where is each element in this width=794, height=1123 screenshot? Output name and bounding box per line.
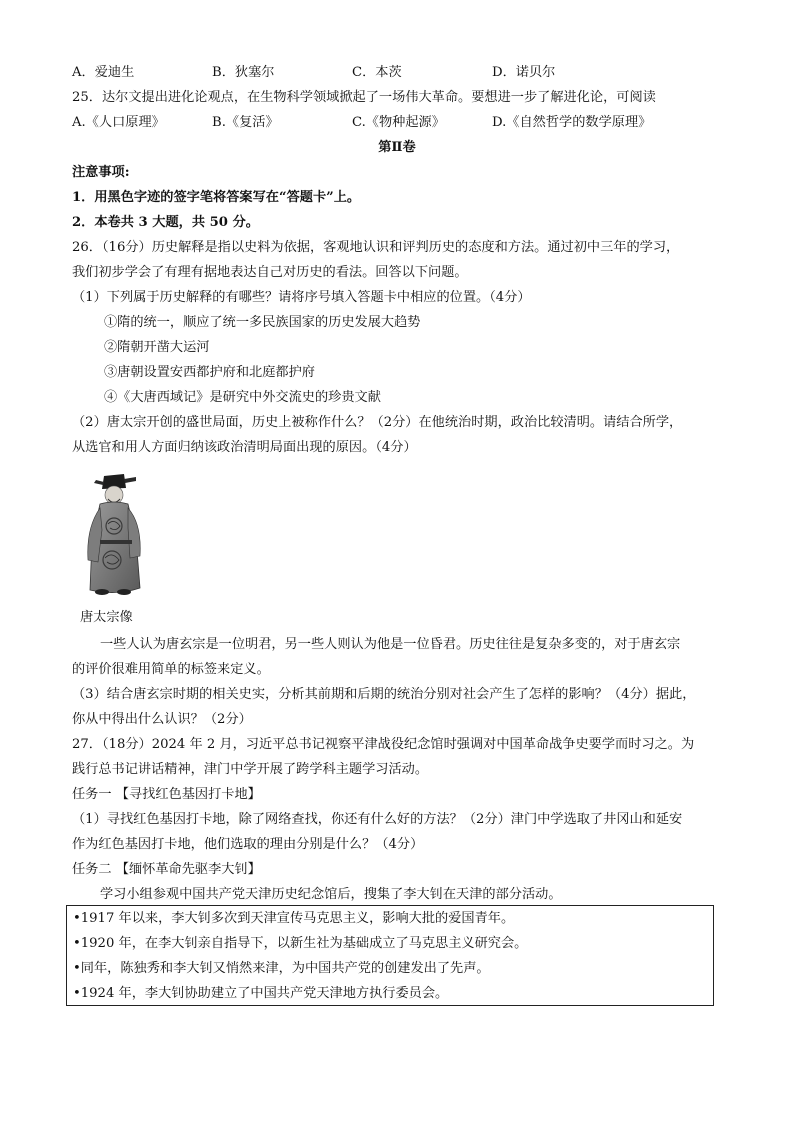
q26-intro: 26．（16分）历史解释是指以史料为依据，客观地认识和评判历史的态度和方法。通过初中三年的学习， [72, 240, 680, 255]
box-item: •1924 年，李大钊协助建立了中国共产党天津地方执行委员会。 [73, 986, 449, 1001]
li-dazhao-activities-box [66, 905, 714, 1006]
box-item: •1917 年以来，李大钊多次到天津宣传马克思主义，影响大批的爱国青年。 [73, 911, 515, 926]
section-title: 第Ⅱ卷 [378, 140, 416, 155]
q25-option-c: C.《物种起源》 [352, 115, 445, 130]
emperor-portrait-image [70, 468, 160, 602]
q26-part2-cont: 从选官和用人方面归纳该政治清明局面出现的原因。（4分） [72, 440, 417, 455]
q25-option-d: D.《自然哲学的数学原理》 [492, 115, 652, 130]
q26-part2: （2）唐太宗开创的盛世局面，历史上被称作什么？（2分）在他统治时期，政治比较清明。请结合所学， [72, 415, 683, 430]
q26-choice: ②隋朝开凿大运河 [104, 340, 210, 355]
task2-title: 任务二 【缅怀革命先驱李大钊】 [72, 862, 261, 877]
q24-option-b: B．狄塞尔 [212, 65, 275, 80]
q27-intro-cont: 践行总书记讲话精神，津门中学开展了跨学科主题学习活动。 [72, 762, 429, 777]
q26-part3: （3）结合唐玄宗时期的相关史实，分析其前期和后期的统治分别对社会产生了怎样的影响？（4分）据此， [72, 687, 696, 702]
q26-paragraph: 一些人认为唐玄宗是一位明君，另一些人则认为他是一位昏君。历史往往是复杂多变的，对于唐玄宗 [100, 637, 681, 652]
task1-title: 任务一 【寻找红色基因打卡地】 [72, 787, 261, 802]
task2-intro: 学习小组参观中国共产党天津历史纪念馆后，搜集了李大钊在天津的部分活动。 [100, 887, 562, 902]
q26-part3-cont: 你从中得出什么认识？（2分） [72, 712, 252, 727]
note-item: 2．本卷共 3 大题，共 50 分。 [72, 215, 259, 230]
q26-choice: ③唐朝设置安西都护府和北庭都护府 [104, 365, 315, 380]
q24-option-a: A．爱迪生 [72, 65, 135, 80]
notes-heading: 注意事项: [72, 165, 130, 180]
box-item: •同年，陈独秀和李大钊又悄然来津，为中国共产党的创建发出了先声。 [73, 961, 490, 976]
q25-option-a: A.《人口原理》 [72, 115, 165, 130]
q26-choice: ④《大唐西域记》是研究中外交流史的珍贵文献 [104, 390, 381, 405]
q26-intro-cont: 我们初步学会了有理有据地表达自己对历史的看法。回答以下问题。 [72, 265, 468, 280]
q26-choice: ①隋的统一，顺应了统一多民族国家的历史发展大趋势 [104, 315, 421, 330]
task1-question: （1）寻找红色基因打卡地，除了网络查找，你还有什么好的方法？（2分）津门中学选取了井冈山和延安 [72, 812, 683, 827]
q27-intro: 27．（18分）2024 年 2 月，习近平总书记视察平津战役纪念馆时强调对中国革命战争史要学而时习之。为 [72, 737, 695, 752]
q24-option-d: D．诺贝尔 [492, 65, 556, 80]
task1-question-cont: 作为红色基因打卡地，他们选取的理由分别是什么？（4分） [72, 837, 424, 852]
q25-stem: 25．达尔文提出进化论观点，在生物科学领域掀起了一场伟大革命。要想进一步了解进化论，可阅读 [72, 90, 656, 105]
q26-part1: （1）下列属于历史解释的有哪些？请将序号填入答题卡中相应的位置。（4分） [72, 290, 531, 305]
q24-option-c: C．本茨 [352, 65, 402, 80]
box-item: •1920 年，在李大钊亲自指导下，以新生社为基础成立了马克思主义研究会。 [73, 936, 528, 951]
portrait-caption: 唐太宗像 [80, 610, 133, 625]
note-item: 1．用黑色字迹的签字笔将答案写在“答题卡”上。 [72, 190, 361, 205]
q25-option-b: B.《复活》 [212, 115, 279, 130]
q26-paragraph-cont: 的评价很难用简单的标签来定义。 [72, 662, 270, 677]
